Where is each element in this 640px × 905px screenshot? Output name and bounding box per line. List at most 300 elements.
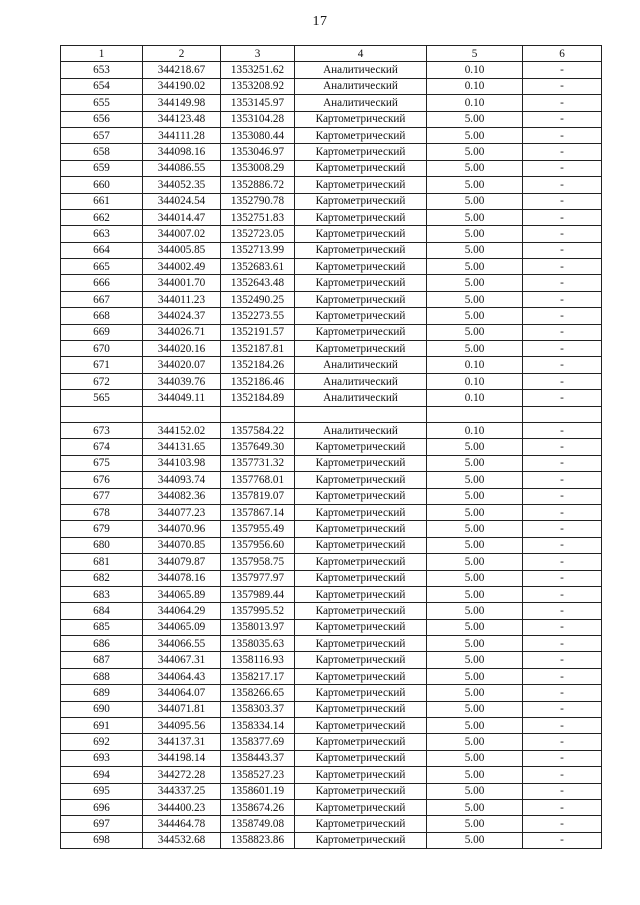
note-cell: -	[523, 373, 602, 389]
note-cell: -	[523, 242, 602, 258]
accuracy-cell: 5.00	[427, 570, 523, 586]
accuracy-cell: 5.00	[427, 160, 523, 176]
method-cell: Картометрический	[295, 816, 427, 832]
x-coordinate-cell: 344095.56	[143, 718, 221, 734]
y-coordinate-cell: 1357731.32	[221, 455, 295, 471]
note-cell: -	[523, 455, 602, 471]
method-cell: Картометрический	[295, 127, 427, 143]
point-number-cell: 696	[61, 799, 143, 815]
y-coordinate-cell: 1357956.60	[221, 537, 295, 553]
accuracy-cell: 5.00	[427, 324, 523, 340]
column-header: 4	[295, 46, 427, 62]
note-cell: -	[523, 685, 602, 701]
accuracy-cell: 5.00	[427, 127, 523, 143]
note-cell: -	[523, 324, 602, 340]
x-coordinate-cell: 344103.98	[143, 455, 221, 471]
note-cell: -	[523, 816, 602, 832]
method-cell	[295, 406, 427, 422]
method-cell: Картометрический	[295, 226, 427, 242]
table-row	[61, 78, 602, 94]
point-number-cell: 659	[61, 160, 143, 176]
note-cell: -	[523, 209, 602, 225]
note-cell: -	[523, 472, 602, 488]
accuracy-cell: 5.00	[427, 603, 523, 619]
x-coordinate-cell: 344078.16	[143, 570, 221, 586]
point-number-cell: 680	[61, 537, 143, 553]
table-row	[61, 799, 602, 815]
method-cell: Аналитический	[295, 390, 427, 406]
point-number-cell: 678	[61, 504, 143, 520]
y-coordinate-cell: 1352886.72	[221, 177, 295, 193]
point-number-cell: 679	[61, 521, 143, 537]
note-cell: -	[523, 357, 602, 373]
note-cell: -	[523, 636, 602, 652]
column-header: 5	[427, 46, 523, 62]
table-row	[61, 619, 602, 635]
y-coordinate-cell: 1358377.69	[221, 734, 295, 750]
y-coordinate-cell: 1358674.26	[221, 799, 295, 815]
table-row	[61, 242, 602, 258]
note-cell: -	[523, 734, 602, 750]
table-row	[61, 718, 602, 734]
accuracy-cell: 5.00	[427, 455, 523, 471]
x-coordinate-cell: 344198.14	[143, 750, 221, 766]
table-row	[61, 95, 602, 111]
note-cell: -	[523, 537, 602, 553]
point-number-cell: 674	[61, 439, 143, 455]
y-coordinate-cell: 1357819.07	[221, 488, 295, 504]
accuracy-cell: 5.00	[427, 685, 523, 701]
table-row	[61, 750, 602, 766]
note-cell: -	[523, 570, 602, 586]
accuracy-cell: 5.00	[427, 144, 523, 160]
x-coordinate-cell: 344007.02	[143, 226, 221, 242]
point-number-cell: 672	[61, 373, 143, 389]
method-cell: Аналитический	[295, 422, 427, 438]
x-coordinate-cell: 344152.02	[143, 422, 221, 438]
note-cell: -	[523, 341, 602, 357]
note-cell: -	[523, 603, 602, 619]
y-coordinate-cell: 1358823.86	[221, 832, 295, 848]
point-number-cell: 665	[61, 259, 143, 275]
y-coordinate-cell: 1357768.01	[221, 472, 295, 488]
y-coordinate-cell: 1358217.17	[221, 668, 295, 684]
table-row	[61, 537, 602, 553]
table-row	[61, 111, 602, 127]
x-coordinate-cell: 344272.28	[143, 767, 221, 783]
accuracy-cell: 5.00	[427, 504, 523, 520]
point-number-cell: 686	[61, 636, 143, 652]
note-cell: -	[523, 308, 602, 324]
table-row	[61, 504, 602, 520]
x-coordinate-cell: 344093.74	[143, 472, 221, 488]
accuracy-cell: 5.00	[427, 816, 523, 832]
method-cell: Аналитический	[295, 357, 427, 373]
y-coordinate-cell: 1358266.65	[221, 685, 295, 701]
method-cell: Картометрический	[295, 636, 427, 652]
note-cell: -	[523, 554, 602, 570]
note-cell: -	[523, 701, 602, 717]
y-coordinate-cell: 1358601.19	[221, 783, 295, 799]
note-cell: -	[523, 767, 602, 783]
accuracy-cell: 5.00	[427, 439, 523, 455]
y-coordinate-cell: 1353145.97	[221, 95, 295, 111]
accuracy-cell: 5.00	[427, 554, 523, 570]
column-header: 3	[221, 46, 295, 62]
point-number-cell: 687	[61, 652, 143, 668]
y-coordinate-cell: 1358527.23	[221, 767, 295, 783]
y-coordinate-cell: 1357958.75	[221, 554, 295, 570]
page-number: 17	[312, 14, 328, 29]
x-coordinate-cell: 344014.47	[143, 209, 221, 225]
method-cell: Картометрический	[295, 652, 427, 668]
y-coordinate-cell: 1357995.52	[221, 603, 295, 619]
method-cell: Картометрический	[295, 275, 427, 291]
accuracy-cell: 0.10	[427, 373, 523, 389]
accuracy-cell: 0.10	[427, 422, 523, 438]
x-coordinate-cell: 344066.55	[143, 636, 221, 652]
table-row	[61, 341, 602, 357]
note-cell: -	[523, 504, 602, 520]
y-coordinate-cell: 1358443.37	[221, 750, 295, 766]
method-cell: Картометрический	[295, 160, 427, 176]
method-cell: Аналитический	[295, 95, 427, 111]
table-row	[61, 832, 602, 848]
point-number-cell: 675	[61, 455, 143, 471]
point-number-cell: 657	[61, 127, 143, 143]
method-cell: Картометрический	[295, 521, 427, 537]
y-coordinate-cell: 1352273.55	[221, 308, 295, 324]
method-cell: Картометрический	[295, 439, 427, 455]
table-row	[61, 62, 602, 78]
method-cell: Аналитический	[295, 78, 427, 94]
note-cell: -	[523, 127, 602, 143]
y-coordinate-cell: 1357955.49	[221, 521, 295, 537]
table-row	[61, 668, 602, 684]
method-cell: Картометрический	[295, 209, 427, 225]
x-coordinate-cell: 344005.85	[143, 242, 221, 258]
table-row	[61, 734, 602, 750]
point-number-cell: 667	[61, 291, 143, 307]
accuracy-cell: 5.00	[427, 783, 523, 799]
note-cell: -	[523, 259, 602, 275]
accuracy-cell: 5.00	[427, 472, 523, 488]
note-cell: -	[523, 668, 602, 684]
x-coordinate-cell: 344131.65	[143, 439, 221, 455]
x-coordinate-cell: 344020.07	[143, 357, 221, 373]
point-number-cell: 673	[61, 422, 143, 438]
y-coordinate-cell: 1353008.29	[221, 160, 295, 176]
y-coordinate-cell: 1358035.63	[221, 636, 295, 652]
accuracy-cell: 5.00	[427, 177, 523, 193]
method-cell: Картометрический	[295, 767, 427, 783]
accuracy-cell	[427, 406, 523, 422]
accuracy-cell: 5.00	[427, 799, 523, 815]
point-number-cell: 677	[61, 488, 143, 504]
point-number-cell: 662	[61, 209, 143, 225]
note-cell: -	[523, 177, 602, 193]
table-row	[61, 652, 602, 668]
accuracy-cell: 5.00	[427, 308, 523, 324]
accuracy-cell: 5.00	[427, 668, 523, 684]
note-cell: -	[523, 193, 602, 209]
y-coordinate-cell: 1358334.14	[221, 718, 295, 734]
x-coordinate-cell: 344001.70	[143, 275, 221, 291]
table-row	[61, 521, 602, 537]
accuracy-cell: 5.00	[427, 619, 523, 635]
x-coordinate-cell: 344039.76	[143, 373, 221, 389]
y-coordinate-cell: 1352723.05	[221, 226, 295, 242]
accuracy-cell: 5.00	[427, 242, 523, 258]
point-number-cell: 681	[61, 554, 143, 570]
note-cell: -	[523, 62, 602, 78]
y-coordinate-cell: 1352490.25	[221, 291, 295, 307]
note-cell: -	[523, 160, 602, 176]
y-coordinate-cell: 1357989.44	[221, 586, 295, 602]
accuracy-cell: 5.00	[427, 193, 523, 209]
method-cell: Картометрический	[295, 291, 427, 307]
column-header: 6	[523, 46, 602, 62]
x-coordinate-cell: 344024.37	[143, 308, 221, 324]
accuracy-cell: 0.10	[427, 95, 523, 111]
accuracy-cell: 0.10	[427, 357, 523, 373]
accuracy-cell: 5.00	[427, 488, 523, 504]
point-number-cell: 692	[61, 734, 143, 750]
table-row	[61, 390, 602, 406]
accuracy-cell: 5.00	[427, 521, 523, 537]
note-cell: -	[523, 521, 602, 537]
y-coordinate-cell: 1352186.46	[221, 373, 295, 389]
y-coordinate-cell: 1353080.44	[221, 127, 295, 143]
x-coordinate-cell: 344149.98	[143, 95, 221, 111]
x-coordinate-cell: 344082.36	[143, 488, 221, 504]
point-number-cell: 689	[61, 685, 143, 701]
point-number-cell: 685	[61, 619, 143, 635]
x-coordinate-cell: 344086.55	[143, 160, 221, 176]
y-coordinate-cell: 1357584.22	[221, 422, 295, 438]
method-cell: Картометрический	[295, 603, 427, 619]
x-coordinate-cell: 344064.29	[143, 603, 221, 619]
table-row	[61, 636, 602, 652]
table-row	[61, 783, 602, 799]
point-number-cell: 666	[61, 275, 143, 291]
point-number-cell: 698	[61, 832, 143, 848]
method-cell: Картометрический	[295, 242, 427, 258]
x-coordinate-cell: 344024.54	[143, 193, 221, 209]
method-cell: Картометрический	[295, 668, 427, 684]
note-cell: -	[523, 78, 602, 94]
accuracy-cell: 5.00	[427, 209, 523, 225]
x-coordinate-cell: 344137.31	[143, 734, 221, 750]
column-header: 2	[143, 46, 221, 62]
point-number-cell: 697	[61, 816, 143, 832]
note-cell	[523, 406, 602, 422]
x-coordinate-cell: 344077.23	[143, 504, 221, 520]
table-row	[61, 488, 602, 504]
note-cell: -	[523, 619, 602, 635]
method-cell: Картометрический	[295, 718, 427, 734]
table-header-row	[61, 46, 602, 62]
point-number-cell: 690	[61, 701, 143, 717]
table-row	[61, 767, 602, 783]
method-cell: Картометрический	[295, 341, 427, 357]
method-cell: Картометрический	[295, 488, 427, 504]
point-number-cell: 653	[61, 62, 143, 78]
method-cell: Картометрический	[295, 472, 427, 488]
accuracy-cell: 5.00	[427, 767, 523, 783]
y-coordinate-cell: 1352191.57	[221, 324, 295, 340]
accuracy-cell: 0.10	[427, 390, 523, 406]
point-number-cell: 684	[61, 603, 143, 619]
method-cell: Картометрический	[295, 111, 427, 127]
method-cell: Аналитический	[295, 62, 427, 78]
method-cell: Картометрический	[295, 685, 427, 701]
x-coordinate-cell: 344065.89	[143, 586, 221, 602]
method-cell: Картометрический	[295, 554, 427, 570]
table-row	[61, 193, 602, 209]
x-coordinate-cell: 344123.48	[143, 111, 221, 127]
table-row	[61, 275, 602, 291]
y-coordinate-cell	[221, 406, 295, 422]
table-row	[61, 177, 602, 193]
table-row	[61, 439, 602, 455]
accuracy-cell: 5.00	[427, 341, 523, 357]
point-number-cell: 669	[61, 324, 143, 340]
note-cell: -	[523, 439, 602, 455]
method-cell: Картометрический	[295, 193, 427, 209]
table-row	[61, 455, 602, 471]
x-coordinate-cell: 344067.31	[143, 652, 221, 668]
point-number-cell: 655	[61, 95, 143, 111]
method-cell: Картометрический	[295, 832, 427, 848]
table-row	[61, 701, 602, 717]
y-coordinate-cell: 1358749.08	[221, 816, 295, 832]
point-number-cell: 654	[61, 78, 143, 94]
note-cell: -	[523, 95, 602, 111]
method-cell: Картометрический	[295, 537, 427, 553]
method-cell: Картометрический	[295, 570, 427, 586]
table-row	[61, 586, 602, 602]
x-coordinate-cell: 344064.07	[143, 685, 221, 701]
point-number-cell: 693	[61, 750, 143, 766]
accuracy-cell: 5.00	[427, 636, 523, 652]
method-cell: Картометрический	[295, 734, 427, 750]
y-coordinate-cell: 1352643.48	[221, 275, 295, 291]
x-coordinate-cell: 344020.16	[143, 341, 221, 357]
table-row	[61, 160, 602, 176]
note-cell: -	[523, 718, 602, 734]
table-row	[61, 373, 602, 389]
accuracy-cell: 0.10	[427, 78, 523, 94]
point-number-cell: 663	[61, 226, 143, 242]
y-coordinate-cell: 1352713.99	[221, 242, 295, 258]
x-coordinate-cell: 344190.02	[143, 78, 221, 94]
accuracy-cell: 5.00	[427, 701, 523, 717]
y-coordinate-cell: 1352184.26	[221, 357, 295, 373]
point-number-cell: 664	[61, 242, 143, 258]
table-row	[61, 816, 602, 832]
point-number-cell: 668	[61, 308, 143, 324]
x-coordinate-cell: 344464.78	[143, 816, 221, 832]
accuracy-cell: 5.00	[427, 537, 523, 553]
table-body	[61, 62, 602, 849]
method-cell: Картометрический	[295, 324, 427, 340]
y-coordinate-cell: 1352184.89	[221, 390, 295, 406]
point-number-cell: 683	[61, 586, 143, 602]
y-coordinate-cell: 1353251.62	[221, 62, 295, 78]
note-cell: -	[523, 652, 602, 668]
accuracy-cell: 5.00	[427, 734, 523, 750]
point-number-cell: 695	[61, 783, 143, 799]
method-cell: Картометрический	[295, 799, 427, 815]
method-cell: Картометрический	[295, 783, 427, 799]
accuracy-cell: 5.00	[427, 111, 523, 127]
method-cell: Картометрический	[295, 750, 427, 766]
accuracy-cell: 5.00	[427, 750, 523, 766]
point-number-cell: 676	[61, 472, 143, 488]
note-cell: -	[523, 799, 602, 815]
accuracy-cell: 5.00	[427, 291, 523, 307]
note-cell: -	[523, 390, 602, 406]
x-coordinate-cell: 344337.25	[143, 783, 221, 799]
accuracy-cell: 5.00	[427, 226, 523, 242]
point-number-cell: 565	[61, 390, 143, 406]
table-row	[61, 308, 602, 324]
point-number-cell: 658	[61, 144, 143, 160]
coordinates-table	[60, 45, 602, 849]
x-coordinate-cell: 344065.09	[143, 619, 221, 635]
x-coordinate-cell: 344070.96	[143, 521, 221, 537]
y-coordinate-cell: 1353208.92	[221, 78, 295, 94]
table-row	[61, 554, 602, 570]
method-cell: Картометрический	[295, 308, 427, 324]
note-cell: -	[523, 111, 602, 127]
y-coordinate-cell: 1357649.30	[221, 439, 295, 455]
x-coordinate-cell: 344002.49	[143, 259, 221, 275]
y-coordinate-cell: 1352683.61	[221, 259, 295, 275]
table-row	[61, 472, 602, 488]
table-row	[61, 324, 602, 340]
point-number-cell: 688	[61, 668, 143, 684]
table-blank-row	[61, 406, 602, 422]
x-coordinate-cell: 344532.68	[143, 832, 221, 848]
x-coordinate-cell: 344070.85	[143, 537, 221, 553]
x-coordinate-cell: 344026.71	[143, 324, 221, 340]
y-coordinate-cell: 1353104.28	[221, 111, 295, 127]
y-coordinate-cell: 1352187.81	[221, 341, 295, 357]
method-cell: Картометрический	[295, 701, 427, 717]
method-cell: Картометрический	[295, 177, 427, 193]
table-row	[61, 357, 602, 373]
y-coordinate-cell: 1357867.14	[221, 504, 295, 520]
note-cell: -	[523, 422, 602, 438]
accuracy-cell: 5.00	[427, 259, 523, 275]
accuracy-cell: 5.00	[427, 275, 523, 291]
column-header: 1	[61, 46, 143, 62]
note-cell: -	[523, 226, 602, 242]
x-coordinate-cell: 344079.87	[143, 554, 221, 570]
point-number-cell: 661	[61, 193, 143, 209]
method-cell: Картометрический	[295, 455, 427, 471]
method-cell: Картометрический	[295, 259, 427, 275]
method-cell: Картометрический	[295, 504, 427, 520]
point-number-cell: 656	[61, 111, 143, 127]
point-number-cell: 671	[61, 357, 143, 373]
y-coordinate-cell: 1358013.97	[221, 619, 295, 635]
x-coordinate-cell: 344098.16	[143, 144, 221, 160]
x-coordinate-cell: 344049.11	[143, 390, 221, 406]
x-coordinate-cell: 344218.67	[143, 62, 221, 78]
